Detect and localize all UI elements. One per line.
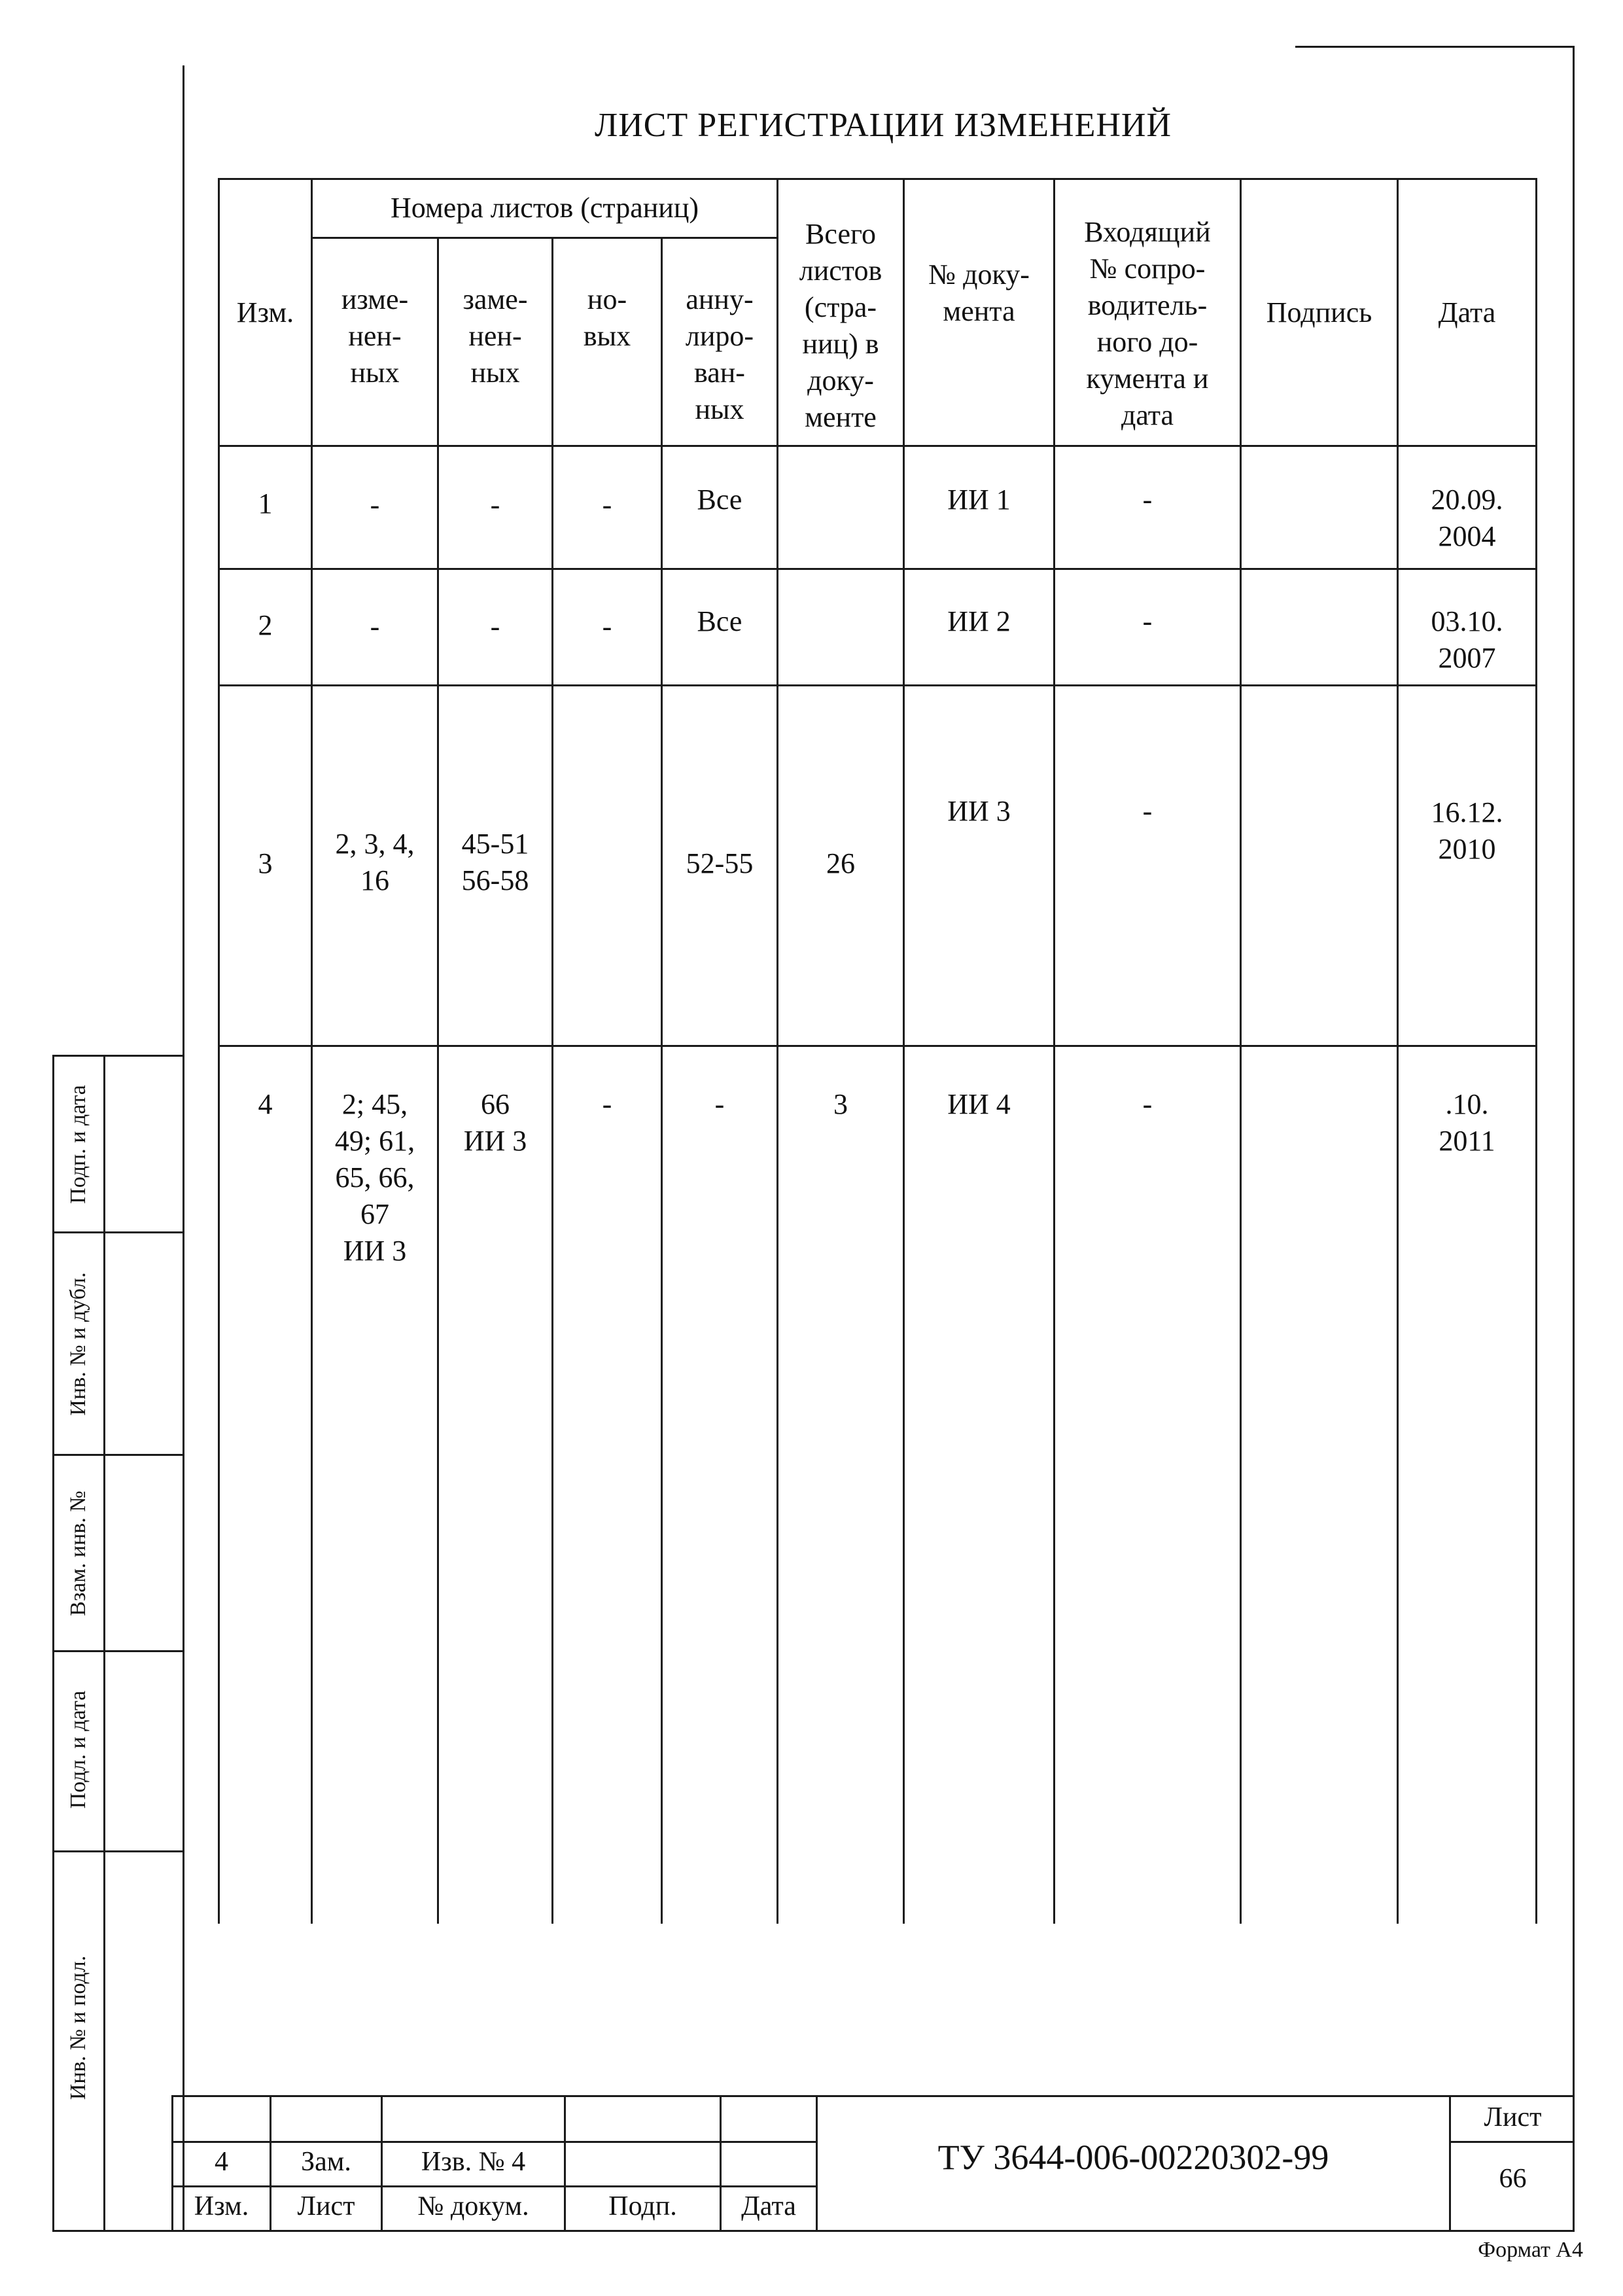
side-strip-divider <box>52 1850 183 1852</box>
row2-new: - <box>602 610 612 643</box>
header-date: Дата <box>1438 296 1496 328</box>
header-annulled: анну- лиро- ван- ных <box>685 283 754 425</box>
row3-incoming: - <box>1142 795 1153 827</box>
row4-new: - <box>602 1088 612 1120</box>
header-izm: Изм. <box>236 296 294 328</box>
row1-new: - <box>602 489 612 521</box>
side-label-inv-podl: Инв. № и подл. <box>66 1955 90 2100</box>
row4-changed: 2; 45, 49; 61, 65, 66, 67 ИИ 3 <box>334 1088 415 1267</box>
header-replaced: заме- нен- ных <box>462 283 528 389</box>
row3-changed: 2, 3, 4, 16 <box>335 828 415 896</box>
row2-docno: ИИ 2 <box>947 605 1011 637</box>
table-col-line <box>311 178 313 1924</box>
row3-docno: ИИ 3 <box>947 795 1011 827</box>
stamp-list-value: Зам. <box>301 2147 351 2177</box>
stamp-label-podp: Подп. <box>608 2191 677 2221</box>
header-incoming-doc: Входящий № сопро- водитель- ного до- кумента и дата <box>1084 216 1211 431</box>
format-label: Формат А4 <box>1478 2238 1583 2262</box>
side-label-podp-data: Подп. и дата <box>66 1085 90 1204</box>
header-total-sheets: Всего листов (стра- ниц) в доку- менте <box>799 218 882 433</box>
row3-replaced: 45-51 56-58 <box>461 828 529 896</box>
row1-date: 20.09. 2004 <box>1431 484 1503 552</box>
sheet-number: 66 <box>1499 2164 1527 2194</box>
row3-date: 16.12. 2010 <box>1431 796 1503 865</box>
row3-total: 26 <box>826 847 855 879</box>
header-sheet-numbers: Номера листов (страниц) <box>390 192 699 224</box>
row1-changed: - <box>370 489 380 521</box>
row2-annulled: Все <box>697 605 742 637</box>
row2-replaced: - <box>490 610 500 643</box>
stamp-label-list: Лист <box>297 2191 355 2221</box>
row2-changed: - <box>370 610 380 643</box>
row1-replaced: - <box>490 489 500 521</box>
frame-top-line <box>1295 46 1575 48</box>
row4-izm: 4 <box>258 1088 273 1120</box>
stamp-label-docnum: № докум. <box>417 2191 529 2221</box>
table-col-line <box>218 178 220 1924</box>
header-new: но- вых <box>583 283 631 352</box>
row3-annulled: 52-55 <box>686 847 754 879</box>
side-label-podl-data: Подл. и дата <box>66 1690 90 1809</box>
stamp-sheet-line <box>1449 2141 1575 2143</box>
side-label-vzam-inv: Взам. инв. № <box>66 1491 90 1616</box>
header-changed: изме- нен- ных <box>341 283 409 389</box>
row2-izm: 2 <box>258 609 273 641</box>
stamp-label-data: Дата <box>741 2191 796 2221</box>
table-col-line <box>1397 178 1399 1924</box>
row2-date: 03.10. 2007 <box>1431 605 1503 674</box>
table-col-line <box>1240 178 1242 1924</box>
row4-annulled: - <box>714 1088 725 1120</box>
row4-date: .10. 2011 <box>1439 1088 1495 1157</box>
row1-incoming: - <box>1142 484 1153 516</box>
frame-right-line <box>1573 46 1575 2231</box>
table-row-divider <box>218 568 1537 570</box>
row3-izm: 3 <box>258 847 273 879</box>
table-row-divider <box>218 684 1537 686</box>
stamp-docnum-value: Изв. № 4 <box>421 2147 526 2177</box>
header-doc-number: № доку- мента <box>928 258 1030 327</box>
row1-docno: ИИ 1 <box>947 484 1011 516</box>
table-top-border <box>218 178 1537 180</box>
row4-docno: ИИ 4 <box>947 1088 1011 1120</box>
sheet-label: Лист <box>1484 2102 1542 2132</box>
table-col-line <box>903 178 905 1924</box>
table-row-divider <box>218 1045 1537 1047</box>
table-col-line <box>777 178 778 1924</box>
row4-incoming: - <box>1142 1088 1153 1120</box>
page-title: ЛИСТ РЕГИСТРАЦИИ ИЗМЕНЕНИЙ <box>594 107 1172 144</box>
stamp-izm-value: 4 <box>215 2147 228 2177</box>
table-col-line <box>1053 178 1055 1924</box>
document-code: ТУ 3644-006-00220302-99 <box>937 2138 1329 2177</box>
row1-annulled: Все <box>697 484 742 516</box>
row2-incoming: - <box>1142 605 1153 637</box>
table-col-line <box>1535 178 1537 1924</box>
row1-izm: 1 <box>258 487 273 520</box>
frame-bottom-line <box>52 2230 1575 2232</box>
header-signature: Подпись <box>1266 296 1372 328</box>
frame-left-line <box>183 65 184 2231</box>
side-label-inv-dubl: Инв. № и дубл. <box>66 1272 90 1416</box>
table-header-bottom <box>218 445 1537 447</box>
stamp-label-izm: Изм. <box>194 2191 249 2221</box>
table-group-divider <box>311 237 777 239</box>
row4-total: 3 <box>833 1088 848 1120</box>
row4-replaced: 66 ИИ 3 <box>463 1088 527 1157</box>
